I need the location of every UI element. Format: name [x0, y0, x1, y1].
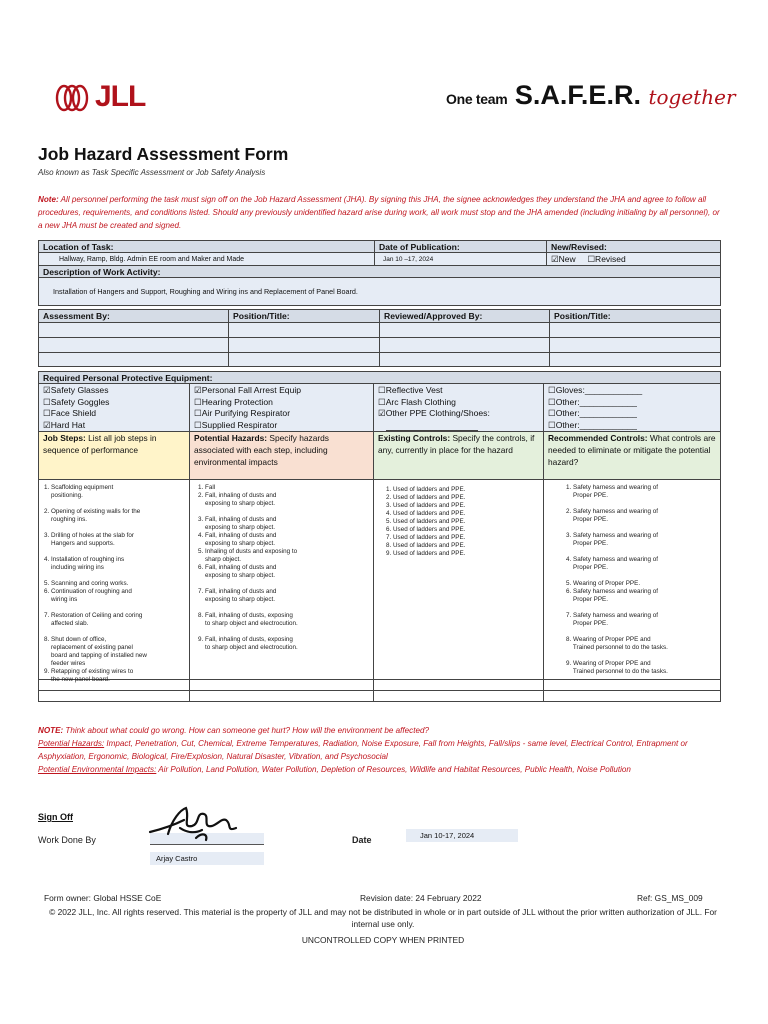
- recommended-text: 1. Safety harness and wearing of Proper PPE. 2. Safety harness and wearing of Proper PPE. 3. Safety harness and wearing of Proper PPE. 4. Safety harness and wearing of Proper PPE. 5. Wearing of Proper PPE. 6. Safety harness and wearing of Proper PPE. 7. Safety harness and wearing of Proper PPE. 8. Wearing of Proper PPE and Trained personnel to do the tasks. 9. Wearing of Proper PPE and Trained personnel to do the tasks.: [566, 484, 668, 675]
- bottom-note-line1: Think about what could go wrong. How can someone get hurt? How will the environment be affected?: [63, 726, 429, 735]
- signoff-note: [38, 193, 724, 232]
- recommended-title: Recommended Controls:: [548, 433, 648, 443]
- reviewed-by-field[interactable]: [380, 338, 550, 353]
- form-reference: Ref: GS_MS_009: [637, 893, 703, 903]
- ppe-fall-arrest[interactable]: ☑Personal Fall Arrest Equip: [194, 385, 302, 395]
- controls-text: 1. Used of ladders and PPE. 2. Used of ladders and PPE. 3. Used of ladders and PPE. 4. Used of ladders and PPE. 5. Used of ladders and PPE. 6. Used of ladders and PPE. 7. Used of ladders and PPE. 8. Used of ladders and PPE. 9. Used of ladders and PPE.: [386, 486, 466, 557]
- assessment-by-field[interactable]: [39, 323, 229, 338]
- publication-date-field[interactable]: Jan 10 –17, 2024: [375, 253, 547, 266]
- recommended-desc: What controls are needed to eliminate or mitigate the potential hazard?: [548, 433, 716, 467]
- environmental-impacts-label: Potential Environmental Impacts:: [38, 765, 157, 774]
- ppe-face-shield[interactable]: ☐Face Shield: [43, 408, 97, 418]
- empty-cell[interactable]: [190, 680, 374, 691]
- revised-checkbox[interactable]: ☐Revised: [587, 253, 626, 264]
- sign-off-heading: Sign Off: [38, 812, 73, 822]
- controls-desc: Specify the controls, if any, currently in place for the hazard: [378, 433, 535, 455]
- controls-title: Existing Controls:: [378, 433, 451, 443]
- new-checkbox[interactable]: ☑New: [551, 253, 576, 264]
- location-label: Location of Task:: [39, 241, 375, 253]
- reviewer-position-field[interactable]: [550, 353, 721, 367]
- reviewer-position-label: Position/Title:: [550, 310, 721, 323]
- hazards-desc: Specify hazards associated with each step, including environmental impacts: [194, 433, 329, 467]
- job-steps-text: 1. Scaffolding equipment positioning. 2. Opening of existing walls for the roughing ins. 3. Drilling of holes at the slab for Hangers and supports. 4. Installation of roughing ins including wiring ins 5. Scanning and coring works. 6. Continuation of roughing and wiring ins 7. Restoration of Ceiling and coring affected slab. 8. Shut down of office, replacement of existing panel board and tapping of installed new feeder wires 9. Retapping of existing wires to the new panel board.: [44, 484, 147, 683]
- job-steps-title: Job Steps:: [43, 433, 86, 443]
- ppe-column-1: [39, 384, 190, 432]
- empty-cell[interactable]: [544, 680, 721, 691]
- ppe-other-clothing-line[interactable]: [386, 420, 478, 431]
- ppe-hard-hat[interactable]: ☑Hard Hat: [43, 419, 86, 430]
- potential-hazards-text: Impact, Penetration, Cut, Chemical, Extreme Temperatures, Radiation, Noise Exposure, Fall from Heights, Fall/slips - same level, Electrical Control, Entrapment or Asphyxiation, Ergonomic, Biological, Fire/Explosion, Natural Disaster, Vibration, and Psychosocial: [38, 739, 688, 761]
- ppe-safety-glasses[interactable]: ☑Safety Glasses: [43, 385, 109, 395]
- ppe-other-2[interactable]: ☐Other:____________: [548, 408, 637, 418]
- reviewer-position-field[interactable]: [550, 323, 721, 338]
- ppe-column-3: [374, 384, 544, 432]
- job-steps-header: [39, 432, 190, 480]
- ppe-safety-goggles[interactable]: ☐Safety Goggles: [43, 396, 110, 407]
- work-activity-field[interactable]: Installation of Hangers and Support, Roughing and Wiring ins and Replacement of Panel Board.: [39, 278, 721, 306]
- ppe-label: Required Personal Protective Equipment:: [39, 372, 721, 384]
- publication-label: Date of Publication:: [375, 241, 547, 253]
- ppe-gloves[interactable]: ☐Gloves:____________: [548, 385, 643, 395]
- assessment-by-label: Assessment By:: [39, 310, 229, 323]
- jll-logo-text: JLL: [95, 80, 146, 113]
- hazards-title: Potential Hazards:: [194, 433, 268, 443]
- safer-tagline: [446, 80, 736, 111]
- position-field[interactable]: [229, 353, 380, 367]
- work-activity-label: Description of Work Activity:: [39, 266, 721, 278]
- empty-cell[interactable]: [190, 691, 374, 702]
- reviewed-by-field[interactable]: [380, 353, 550, 367]
- empty-cell[interactable]: [544, 691, 721, 702]
- tagline-together: together: [648, 85, 736, 109]
- position-field[interactable]: [229, 338, 380, 353]
- ppe-other-3[interactable]: ☐Other:____________: [548, 419, 637, 430]
- ppe-other-1[interactable]: ☐Other:____________: [548, 396, 637, 407]
- controls-header: [374, 432, 544, 480]
- ppe-other-clothing[interactable]: ☑Other PPE Clothing/Shoes:: [378, 408, 490, 418]
- note-text: All personnel performing the task must sign off on the Job Hazard Assessment (JHA). By signing this JHA, the signee acknowledges they understand the JHA and agree to follow all procedures, requirements, and conditions listed. Should any previously unidentified hazard arise during work, all work must stop and the JHA amended (including initialing by all personnel), or a new JHA must be created and signed.: [38, 195, 720, 230]
- copyright-text: © 2022 JLL, Inc. All rights reserved. This material is the property of JLL and may not be distributed in whole or in part outside of JLL without the prior written authorization of JLL. For internal use only.: [49, 907, 717, 929]
- work-done-by-label: Work Done By: [38, 835, 96, 845]
- bottom-note-label: NOTE:: [38, 726, 64, 735]
- ppe-arc-flash[interactable]: ☐Arc Flash Clothing: [378, 396, 456, 407]
- ppe-supplied-respirator[interactable]: ☐Supplied Respirator: [194, 419, 278, 430]
- jll-logo-icon: [55, 84, 89, 112]
- empty-cell[interactable]: [374, 691, 544, 702]
- task-info-table: [38, 240, 721, 306]
- empty-cell[interactable]: [374, 680, 544, 691]
- date-label: Date: [352, 835, 372, 845]
- empty-cell[interactable]: [39, 691, 190, 702]
- assessment-by-field[interactable]: [39, 353, 229, 367]
- note-label: Note:: [38, 195, 59, 204]
- assessment-table: [38, 309, 721, 367]
- hazards-header: [190, 432, 374, 480]
- ppe-column-4: [544, 384, 721, 432]
- date-field[interactable]: Jan 10-17, 2024: [406, 829, 518, 842]
- form-owner: Form owner: Global HSSE CoE: [44, 893, 162, 903]
- position-title-label: Position/Title:: [229, 310, 380, 323]
- revision-date: Revision date: 24 February 2022: [360, 893, 482, 903]
- recommended-header: [544, 432, 721, 480]
- new-revised-field[interactable]: [547, 253, 721, 266]
- location-field[interactable]: Hallway, Ramp, Bldg. Admin EE room and Maker and Made: [39, 253, 375, 266]
- page-title: Job Hazard Assessment Form: [38, 144, 289, 164]
- worker-name-field[interactable]: Arjay Castro: [150, 852, 264, 865]
- environmental-impacts-text: Air Pollution, Land Pollution, Water Pollution, Depletion of Resources, Wildlife and Habitat Resources, Public Health, Noise Pollution: [156, 765, 631, 774]
- assessment-by-field[interactable]: [39, 338, 229, 353]
- reviewed-by-label: Reviewed/Approved By:: [380, 310, 550, 323]
- position-field[interactable]: [229, 323, 380, 338]
- tagline-one-team: One team: [446, 91, 508, 107]
- tagline-safer: S.A.F.E.R.: [514, 80, 641, 110]
- ppe-hearing-protection[interactable]: ☐Hearing Protection: [194, 396, 273, 407]
- reviewed-by-field[interactable]: [380, 323, 550, 338]
- page-subtitle: Also known as Task Specific Assessment or Job Safety Analysis: [38, 168, 266, 177]
- hazards-text: 1. Fall 2. Fall, inhaling of dusts and exposing to sharp object. 3. Fall, inhaling of dusts and exposing to sharp object. 4. Fall, inhaling of dusts and exposing to sharp object. 5. Inhaling of dusts and exposing to sharp object. 6. Fall, inhaling of dusts and exposing to sharp object. 7. Fall, inhaling of dusts and exposing to sharp object. 8. Fall, inhaling of dusts, exposing to sharp object and electrocution. 9. Fall, inhaling of dusts, exposing to sharp object and electrocution.: [198, 484, 298, 651]
- job-steps-desc: List all job steps in sequence of performance: [43, 433, 157, 455]
- ppe-column-2: [190, 384, 374, 432]
- ppe-reflective-vest[interactable]: ☐Reflective Vest: [378, 385, 443, 395]
- signature-icon: [146, 798, 246, 846]
- uncontrolled-copy-text: UNCONTROLLED COPY WHEN PRINTED: [301, 935, 465, 945]
- hazard-guidance-note: [38, 724, 728, 776]
- potential-hazards-label: Potential Hazards:: [38, 739, 105, 748]
- new-revised-label: New/Revised:: [547, 241, 721, 253]
- ppe-air-purifying-respirator[interactable]: ☐Air Purifying Respirator: [194, 408, 291, 418]
- reviewer-position-field[interactable]: [550, 338, 721, 353]
